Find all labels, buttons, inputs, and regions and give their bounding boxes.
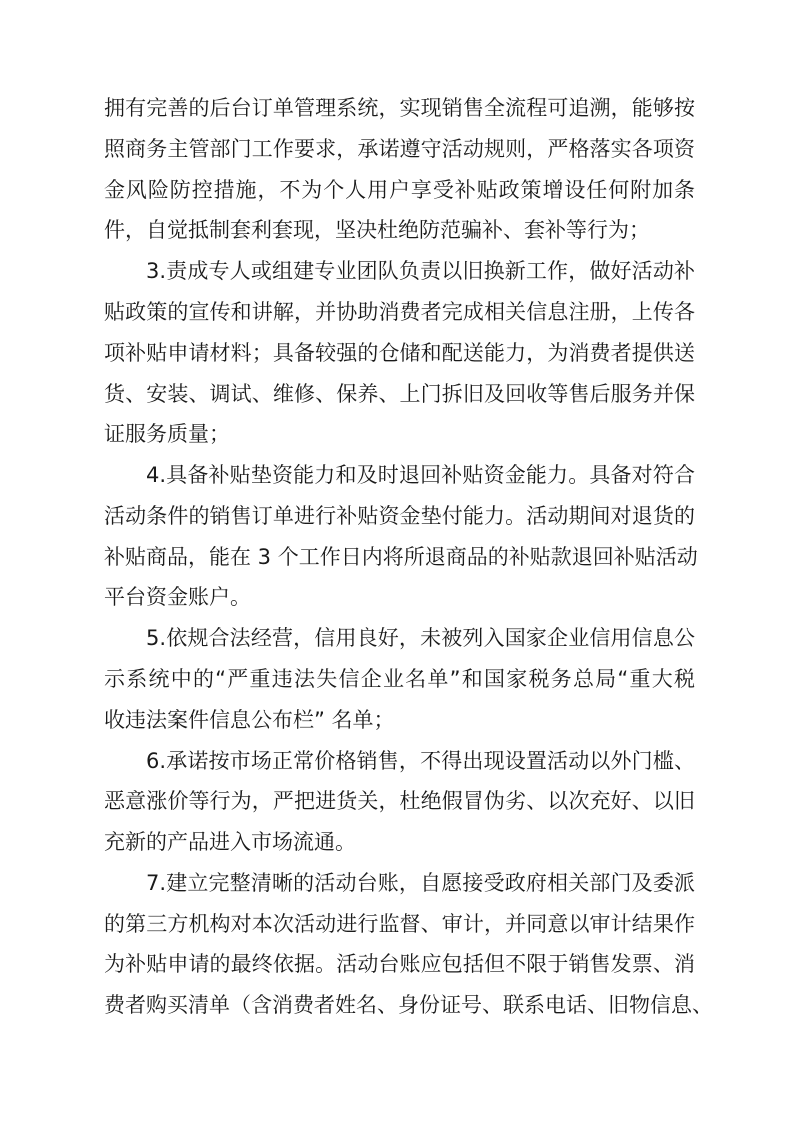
text-line: 平台资金账户。	[104, 585, 251, 609]
text-line: 示系统中的“严重违法失信企业名单”和国家税务总局“重大税	[104, 667, 695, 691]
text-line: 收违法案件信息公布栏” 名单；	[104, 708, 395, 732]
text-line: 拥有完善的后台订单管理系统，实现销售全流程可追溯，能够按	[104, 96, 695, 120]
text-line: 的第三方机构对本次活动进行监督、审计，并同意以审计结果作	[104, 912, 695, 936]
text-line: 充新的产品进入市场流通。	[104, 830, 356, 854]
text-line: 金风险防控措施，不为个人用户享受补贴政策增设任何附加条	[104, 178, 695, 202]
text-line: 证服务质量；	[104, 422, 230, 446]
text-line: 补贴商品，能在 3 个工作日内将所退商品的补贴款退回补贴活动	[104, 545, 698, 569]
text-line: 件，自觉抵制套利套现，坚决杜绝防范骗补、套补等行为；	[104, 218, 650, 242]
text-line: 费者购买清单（含消费者姓名、身份证号、联系电话、旧物信息、	[104, 993, 713, 1017]
text-line: 为补贴申请的最终依据。活动台账应包括但不限于销售发票、消	[104, 952, 695, 976]
text-line: 贴政策的宣传和讲解，并协助消费者完成相关信息注册，上传各	[104, 300, 695, 324]
paragraph-4-first-line: 4.具备补贴垫资能力和及时退回补贴资金能力。具备对符合	[146, 463, 695, 487]
text-line: 活动条件的销售订单进行补贴资金垫付能力。活动期间对退货的	[104, 504, 695, 528]
text-line: 照商务主管部门工作要求，承诺遵守活动规则，严格落实各项资	[104, 137, 695, 161]
paragraph-5-first-line: 5.依规合法经营，信用良好，未被列入国家企业信用信息公	[146, 626, 695, 650]
text-line: 货、安装、调试、维修、保养、上门拆旧及回收等售后服务并保	[104, 382, 695, 406]
text-line: 项补贴申请材料；具备较强的仓储和配送能力，为消费者提供送	[104, 341, 695, 365]
text-line: 恶意涨价等行为，严把进货关，杜绝假冒伪劣、以次充好、以旧	[104, 789, 695, 813]
paragraph-7-first-line: 7.建立完整清晰的活动台账，自愿接受政府相关部门及委派	[146, 871, 695, 895]
paragraph-6-first-line: 6.承诺按市场正常价格销售，不得出现设置活动以外门槛、	[146, 749, 695, 773]
paragraph-3-first-line: 3.责成专人或组建专业团队负责以旧换新工作，做好活动补	[146, 259, 695, 283]
